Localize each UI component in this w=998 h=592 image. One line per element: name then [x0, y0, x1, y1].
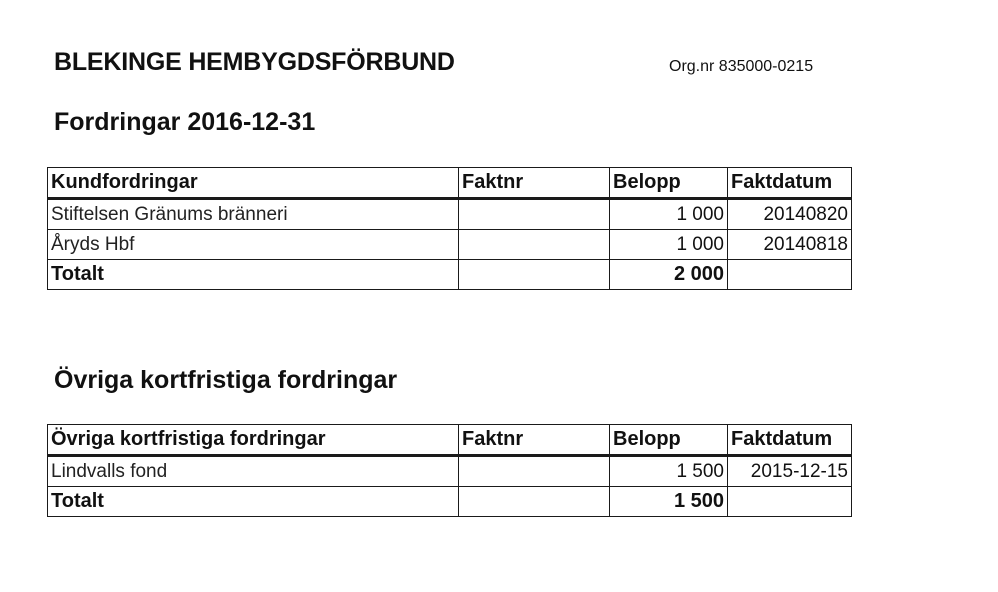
- other-receivables-table: [47, 424, 852, 517]
- column-header-invoice-number: Faktnr: [459, 168, 610, 199]
- row-invoice-date: 2015-12-15: [728, 456, 852, 487]
- column-header-invoice-number: Faktnr: [459, 425, 610, 456]
- total-invoice-date: [728, 487, 852, 517]
- column-header-invoice-date: Faktdatum: [728, 168, 852, 199]
- row-invoice-date: 20140820: [728, 199, 852, 230]
- total-row: [48, 260, 852, 290]
- table-row: [48, 230, 852, 260]
- receivables-heading: Fordringar 2016-12-31: [54, 108, 316, 136]
- column-header-amount: Belopp: [610, 168, 728, 199]
- row-invoice-number: [459, 199, 610, 230]
- table-header-row: [48, 168, 852, 199]
- column-header-amount: Belopp: [610, 425, 728, 456]
- row-amount: 1 000: [610, 230, 728, 260]
- column-header-invoice-date: Faktdatum: [728, 425, 852, 456]
- total-amount: 1 500: [610, 487, 728, 517]
- organization-title: BLEKINGE HEMBYGDSFÖRBUND: [54, 48, 455, 76]
- row-name: Lindvalls fond: [48, 456, 459, 487]
- total-row: [48, 487, 852, 517]
- total-label: Totalt: [48, 260, 459, 290]
- row-amount: 1 500: [610, 456, 728, 487]
- column-header-other-receivables: Övriga kortfristiga fordringar: [48, 425, 459, 456]
- total-label: Totalt: [48, 487, 459, 517]
- table-header-row: [48, 425, 852, 456]
- row-name: Åryds Hbf: [48, 230, 459, 260]
- total-invoice-date: [728, 260, 852, 290]
- total-amount: 2 000: [610, 260, 728, 290]
- table-row: [48, 456, 852, 487]
- row-amount: 1 000: [610, 199, 728, 230]
- row-invoice-number: [459, 230, 610, 260]
- other-receivables-heading: Övriga kortfristiga fordringar: [54, 366, 398, 394]
- column-header-customer: Kundfordringar: [48, 168, 459, 199]
- total-invoice-number: [459, 487, 610, 517]
- row-invoice-date: 20140818: [728, 230, 852, 260]
- row-invoice-number: [459, 456, 610, 487]
- row-name: Stiftelsen Gränums bränneri: [48, 199, 459, 230]
- total-invoice-number: [459, 260, 610, 290]
- receivables-table: [47, 167, 852, 290]
- organization-number: Org.nr 835000-0215: [669, 58, 814, 75]
- table-row: [48, 199, 852, 230]
